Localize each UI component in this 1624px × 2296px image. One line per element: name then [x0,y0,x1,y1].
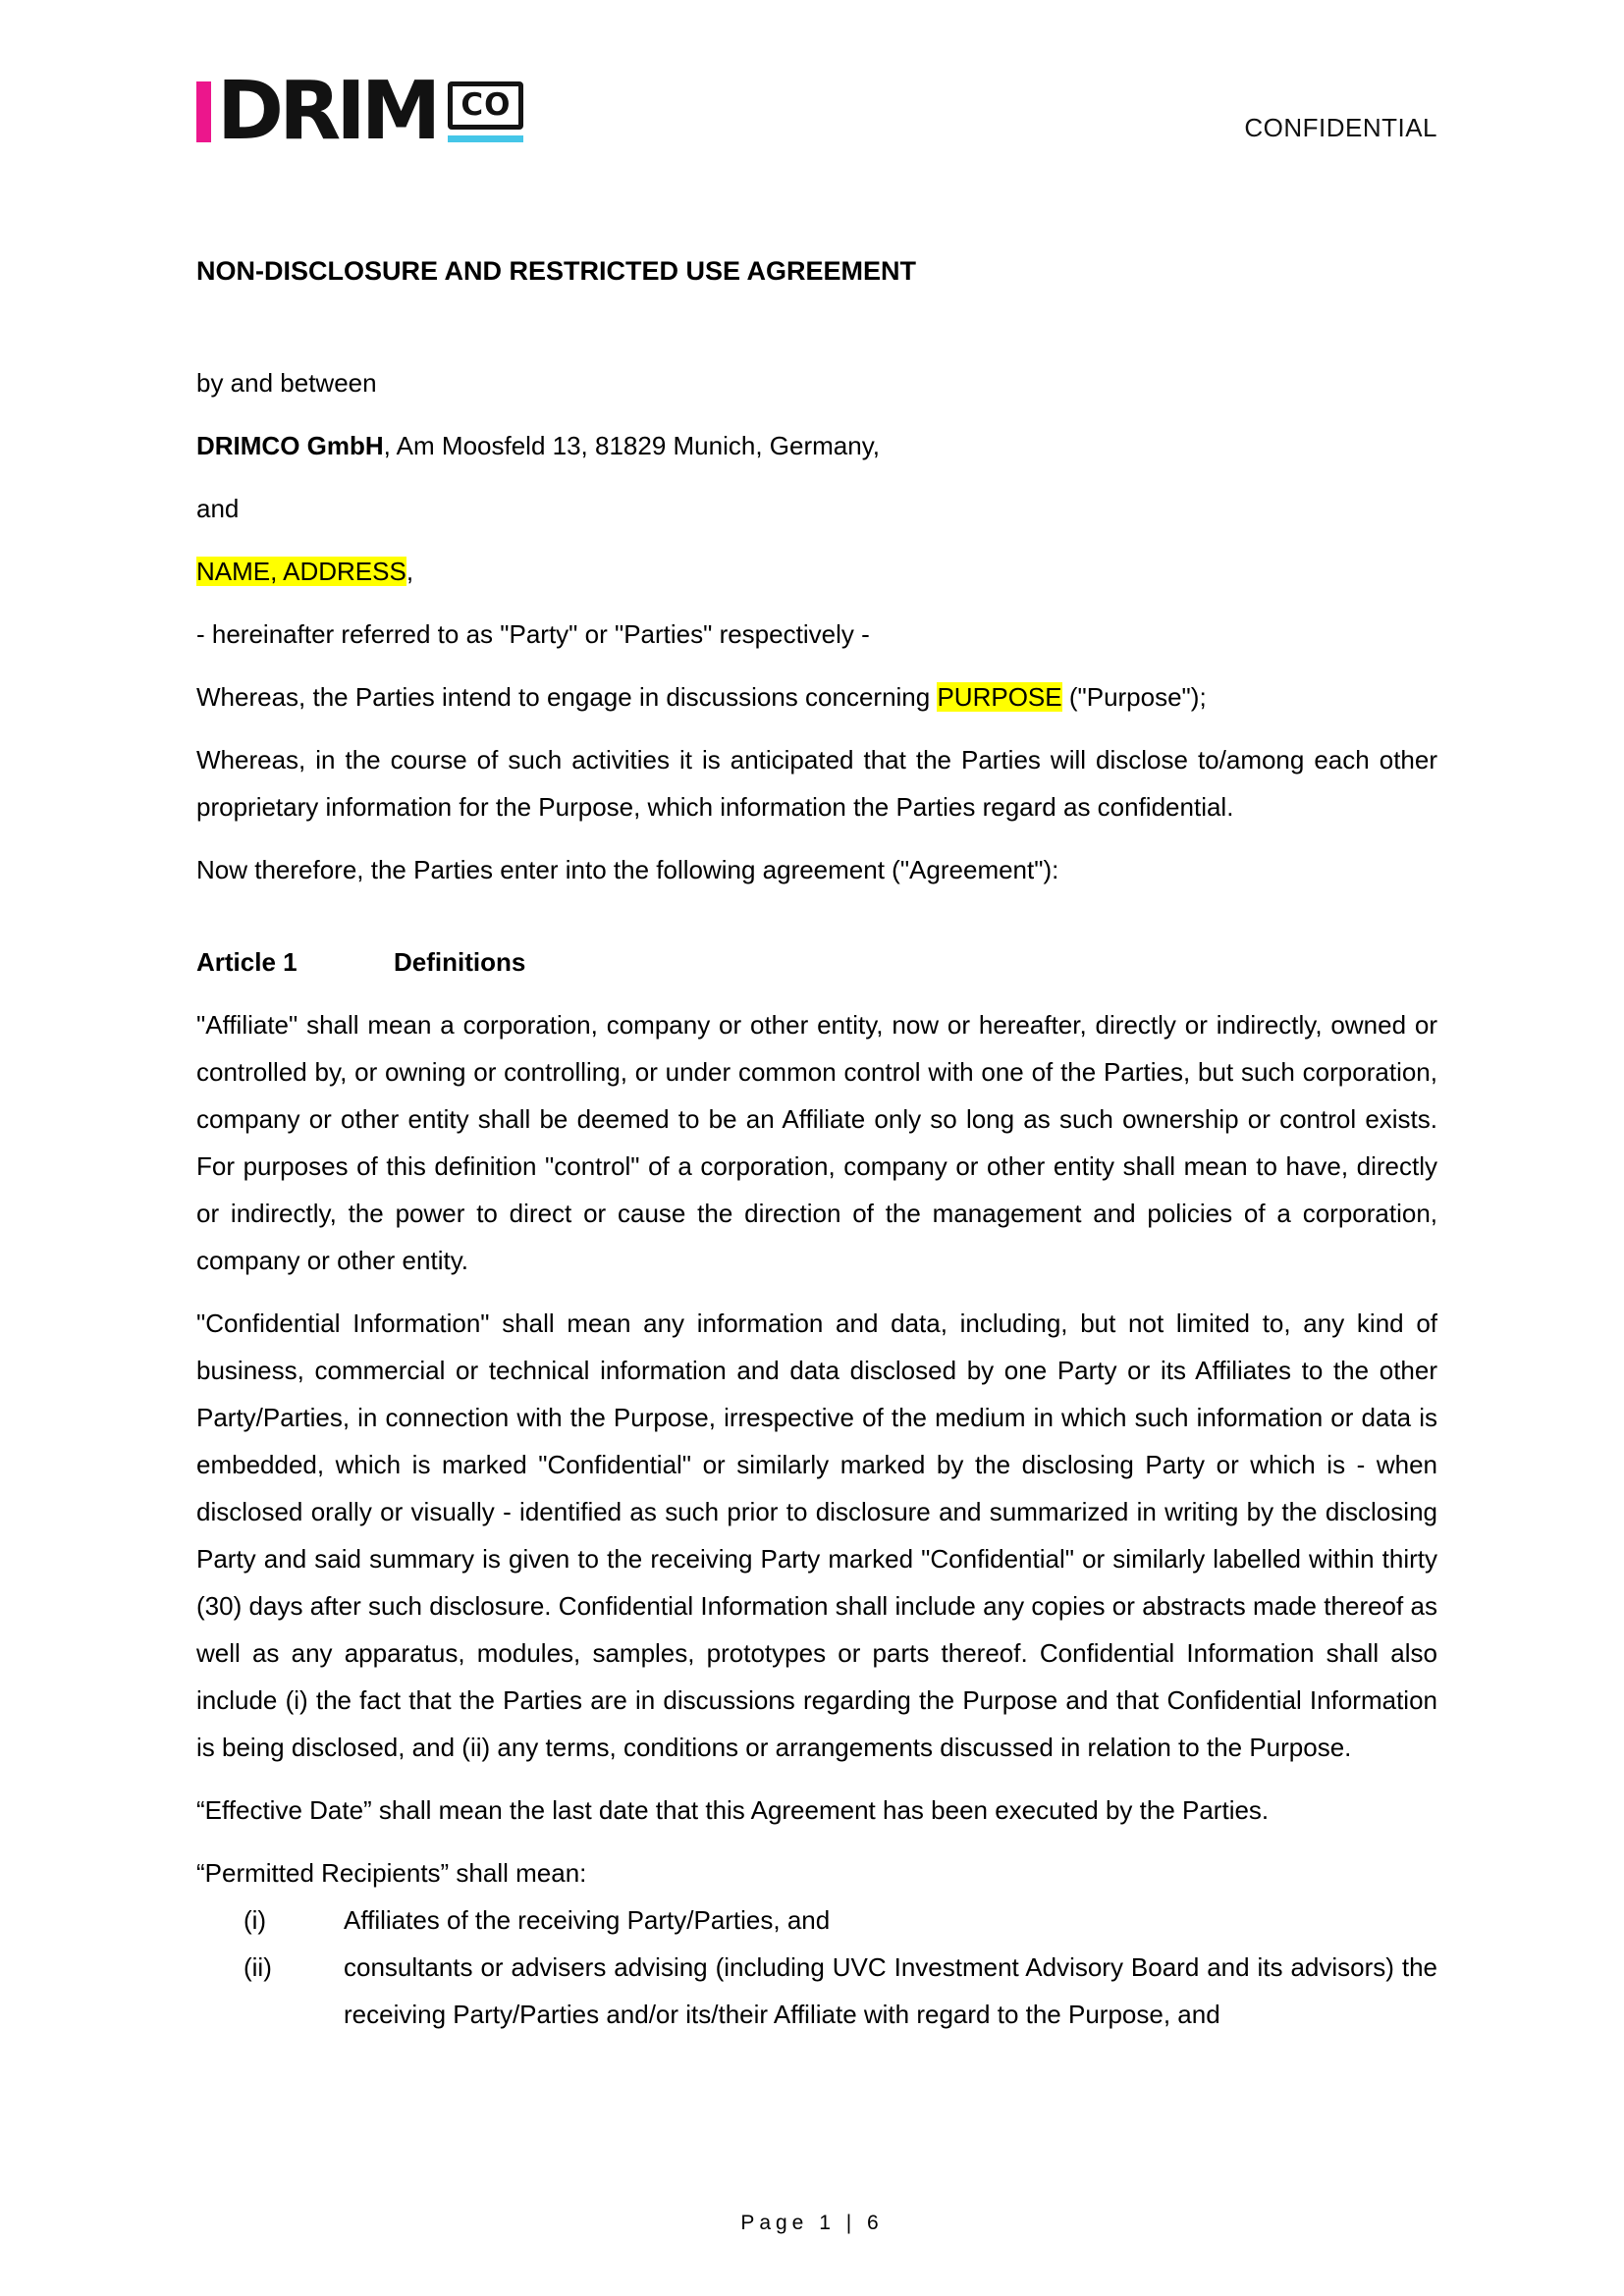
whereas-purpose-post: ("Purpose"); [1061,682,1207,712]
list-item-i [244,1896,1437,1944]
whereas-purpose-line [196,673,1437,721]
logo-pink-bar [196,81,211,142]
list-item-ii [244,1944,1437,2038]
document-title: NON-DISCLOSURE AND RESTRICTED USE AGREEMENT [196,256,917,286]
intro-by-and-between: by and between [196,368,377,398]
list-text-i: Affiliates of the receiving Party/Parties, and [344,1905,831,1935]
definition-effective-date: “Effective Date” shall mean the last date that this Agreement has been executed by the Parties. [196,1795,1270,1825]
party2-suffix: , [406,557,414,586]
party1-line [196,422,1437,469]
now-therefore-line: Now therefore, the Parties enter into the following agreement ("Agreement"): [196,855,1059,884]
article-1-heading [196,938,1437,986]
page-number: Page 1 | 6 [740,2212,884,2234]
party1-address: , Am Moosfeld 13, 81829 Munich, Germany, [383,431,880,460]
definition-affiliate: "Affiliate" shall mean a corporation, company or other entity, now or hereafter, directly or indirectly, owned or controlled by, or owning or controlling, or under common control with one of the Parties, but such corporation, company or other entity shall be deemed to be an Affiliate only so long as such ownership or control exists. For purposes of this definition "control" of a corporation, company or other entity shall mean to have, directly or indirectly, the power to direct or cause the direction of the management and policies of a corporation, company or other entity. [196,1010,1437,1275]
article-1-number: Article 1 [196,947,298,977]
logo-cyan-underline [448,135,523,142]
definition-confidential-information: "Confidential Information" shall mean any information and data, including, but not limited to, any kind of business, commercial or technical information and data disclosed by one Party or its Affiliates to the other Party/Parties, in connection with the Purpose, irrespective of the medium in which such information or data is embedded, which is marked "Confidential" or similarly marked by the disclosing Party or which is - when disclosed orally or visually - identified as such prior to disclosure and summarized in writing by the disclosing Party and said summary is given to the receiving Party marked "Confidential" or similarly labelled within thirty (30) days after such disclosure. Confidential Information shall include any copies or abstracts made thereof as well as any apparatus, modules, samples, prototypes or parts thereof. Confidential Information shall also include (i) the fact that the Parties are in discussions regarding the Purpose and that Confidential Information is being disclosed, and (ii) any terms, conditions or arrangements discussed in relation to the Purpose. [196,1308,1437,1762]
list-text-ii: consultants or advisers advising (including UVC Investment Advisory Board and its advisors) the receiving Party/Parties and/or its/their Affiliate with regard to the Purpose, and [344,1952,1437,2029]
party1-name: DRIMCO GmbH [196,431,384,460]
page-header [196,65,1437,158]
drimco-logo [196,65,523,158]
whereas-disclosure-paragraph: Whereas, in the course of such activities it is anticipated that the Parties will disclose to/among each other proprietary information for the Purpose, which information the Parties regard as confidential. [196,745,1437,822]
and-line: and [196,494,240,523]
hereinafter-line: - hereinafter referred to as "Party" or "Parties" respectively - [196,619,870,649]
logo-co-box [448,81,523,142]
party2-line [196,548,1437,595]
logo-wordmark-drim: DRIM [217,65,437,158]
party2-name-address-placeholder: NAME, ADDRESS [196,557,406,586]
list-marker-i: (i) [244,1905,267,1935]
article-1-title: Definitions [394,947,526,977]
whereas-purpose-pre: Whereas, the Parties intend to engage in discussions concerning [196,682,938,712]
purpose-placeholder: PURPOSE [937,682,1062,712]
logo-wordmark-co: CO [448,81,523,130]
confidential-label: CONFIDENTIAL [1244,113,1437,142]
definition-permitted-recipients: “Permitted Recipients” shall mean: [196,1858,587,1888]
list-marker-ii: (ii) [244,1952,272,1982]
